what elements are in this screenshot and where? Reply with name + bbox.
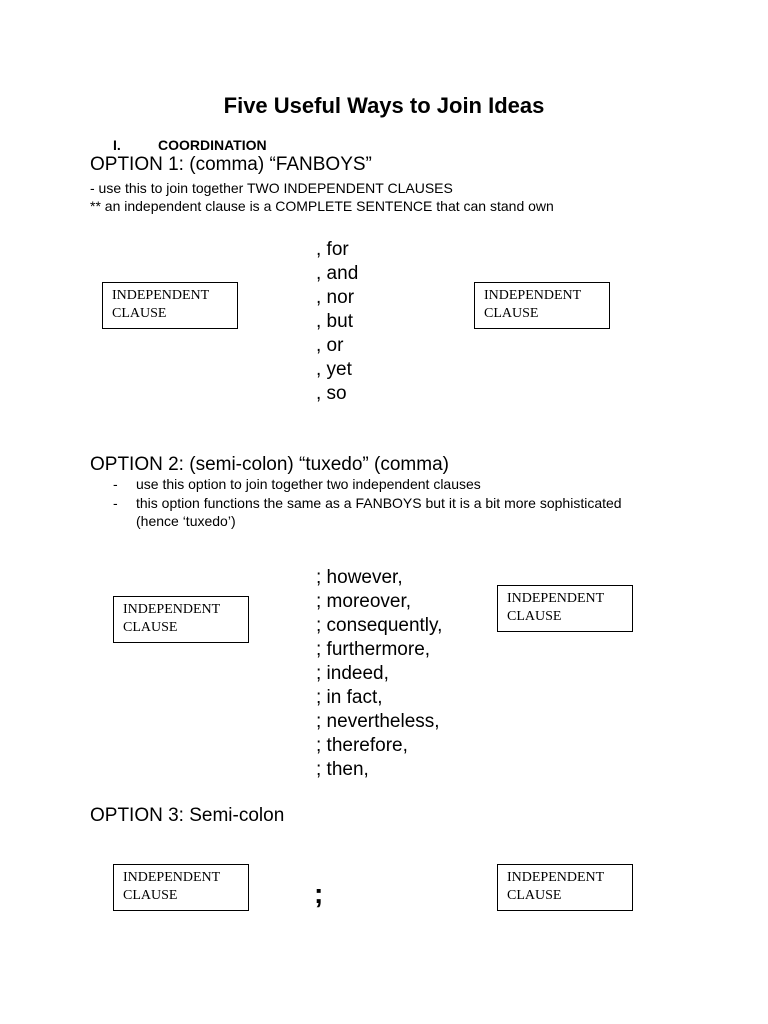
independent-clause-box bbox=[113, 864, 249, 911]
connector: , and bbox=[316, 263, 359, 284]
independent-clause-box bbox=[102, 282, 238, 329]
connector: ; moreover, bbox=[316, 591, 412, 612]
connector: ; in fact, bbox=[316, 687, 383, 708]
option3-heading: OPTION 3: Semi-colon bbox=[90, 805, 285, 826]
connector: , but bbox=[316, 311, 353, 332]
independent-clause-box bbox=[497, 864, 633, 911]
independent-clause-box bbox=[474, 282, 610, 329]
connector: ; consequently, bbox=[316, 615, 443, 636]
option2-bullet-continuation: (hence ‘tuxedo’) bbox=[136, 513, 236, 529]
independent-clause-box bbox=[497, 585, 633, 632]
clause-box-line: CLAUSE bbox=[507, 609, 562, 624]
connector: , nor bbox=[316, 287, 355, 308]
option2-bullet: this option functions the same as a FANBOYS but it is a bit more sophisticated bbox=[136, 495, 622, 511]
option1-line: ** an independent clause is a COMPLETE SENTENCE that can stand own bbox=[90, 198, 554, 214]
connector: ; nevertheless, bbox=[316, 711, 440, 732]
option2-connector-list bbox=[316, 566, 442, 782]
connector: ; indeed, bbox=[316, 663, 389, 684]
clause-box-line: CLAUSE bbox=[123, 888, 178, 903]
connector: ; therefore, bbox=[316, 735, 408, 756]
connector: , or bbox=[316, 335, 344, 356]
clause-box-line: CLAUSE bbox=[484, 306, 539, 321]
section-number: I. bbox=[113, 137, 121, 153]
option1-connector-list bbox=[316, 238, 358, 406]
clause-box-line: CLAUSE bbox=[507, 888, 562, 903]
clause-box-line: INDEPENDENT bbox=[123, 870, 221, 885]
bullet-dash: - bbox=[113, 495, 118, 511]
connector: ; then, bbox=[316, 759, 369, 780]
connector: , for bbox=[316, 239, 349, 260]
clause-box-line: INDEPENDENT bbox=[112, 288, 210, 303]
clause-box-line: CLAUSE bbox=[123, 620, 178, 635]
option1-heading: OPTION 1: (comma) “FANBOYS” bbox=[90, 154, 372, 175]
clause-box-line: INDEPENDENT bbox=[484, 288, 582, 303]
semicolon-symbol: ; bbox=[314, 878, 324, 909]
option1-line: - use this to join together TWO INDEPENDENT CLAUSES bbox=[90, 180, 453, 196]
clause-box-line: INDEPENDENT bbox=[507, 870, 605, 885]
connector: ; furthermore, bbox=[316, 639, 431, 660]
clause-box-line: INDEPENDENT bbox=[123, 602, 221, 617]
option2-bullet: use this option to join together two independent clauses bbox=[136, 476, 481, 492]
connector: , so bbox=[316, 383, 347, 404]
page-title: Five Useful Ways to Join Ideas bbox=[223, 93, 545, 118]
section-title: COORDINATION bbox=[158, 137, 267, 153]
connector: , yet bbox=[316, 359, 352, 380]
clause-box-line: CLAUSE bbox=[112, 306, 167, 321]
bullet-dash: - bbox=[113, 476, 118, 492]
independent-clause-box bbox=[113, 596, 249, 643]
connector: ; however, bbox=[316, 567, 403, 588]
clause-box-line: INDEPENDENT bbox=[507, 591, 605, 606]
option2-heading: OPTION 2: (semi-colon) “tuxedo” (comma) bbox=[90, 454, 449, 475]
